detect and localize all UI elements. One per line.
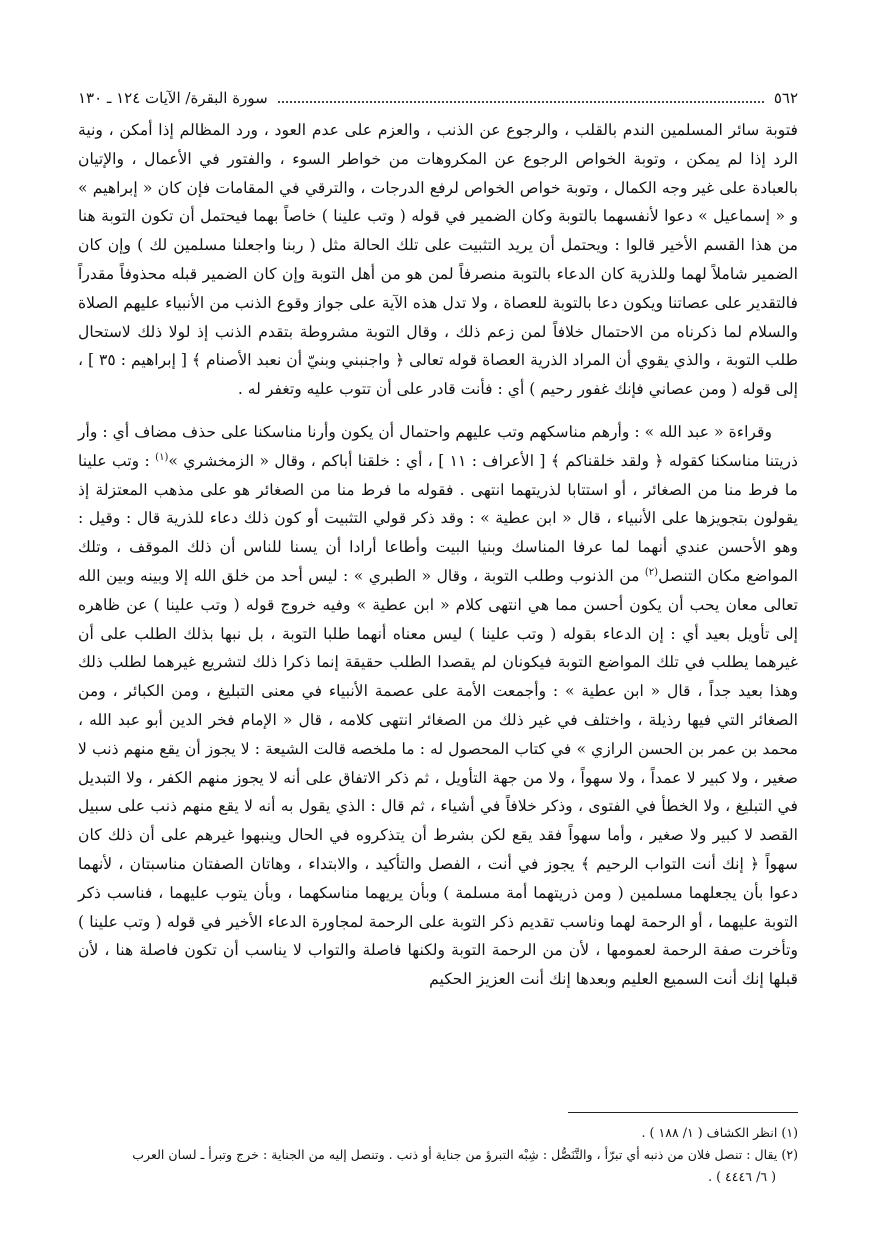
paragraph-repentance: فتوبة سائر المسلمين الندم بالقلب ، والرجوع عن الذنب ، والعزم على عدم العود ، ورد المظالم إذا أمكن ، ونية الرد إذا لم يمكن ، وتوبة الخواص الرجوع عن المكروهات من خواطر السوء ، والفتور في الأعمال ، والإتيان بالعبادة على غير وجه الكمال ، وتوبة خواص الخواص لرفع الدرجات ، والترقي في المقامات فإن كان « إبراهيم » و « إسماعيل » دعوا لأنفسهما بالتوبة وكان الضمير في قوله ( وتب علينا ) خاصاً بهما فيحتمل أن تكون التوبة هنا من هذا القسم الأخير قالوا : ويحتمل أن يريد التثبيت على تلك الحالة مثل ( ربنا واجعلنا مسلمين لك ) وإن كان الضمير شاملاً لهما وللذرية كان الدعاء بالتوبة منصرفاً لمن هو من أهل التوبة وإن كان الضمير قبله محذوفاً مقدراً فالتقدير على عصاتنا ويكون دعا بالتوبة للعصاة ، ولا تدل هذه الآية على جواز وقوع الذنب من الأنبياء عليهم الصلاة والسلام لما ذكرناه من الاحتمال خلافاً لمن زعم ذلك ، وقال التوبة مشروطة بتقدم الذنب إذ لولا ذلك لاستحال طلب التوبة ، والذي يقوي أن المراد الذرية العصاة قوله تعالى ﴿ واجنبني وبنيّ أن نعبد الأصنام ﴾ [ إبراهيم : ٣٥ ] ، إلى قوله ( ومن عصاني فإنك غفور رحيم ) أي : فأنت قادر على أن تتوب عليه وتغفر له .: [78, 121, 799, 399]
footnote-ref-1: (١): [155, 451, 169, 463]
book-page: [78, 84, 798, 1197]
surah-title: سورة البقرة/ الآيات ١٢٤ ـ ١٣٠: [78, 89, 268, 107]
footnote-ref-2: (٢): [644, 566, 659, 578]
header-dotted-leader: [278, 91, 764, 103]
footnote-1: (١) انظر الكشاف ( ١/ ١٨٨ ) .: [641, 1125, 798, 1140]
footnote-2-continuation: ( ٦/ ٤٤٤٦ ) .: [708, 1169, 776, 1184]
footnote-separator: [568, 1112, 798, 1113]
paragraph-abdullah-reading: وقراءة « عبد الله » : وأرهم مناسكهم وتب عليهم واحتمال أن يكون وأرنا مناسكنا على حذف مضاف أي : وأر ذريتنا مناسكنا كقوله ﴿ ولقد خلقناكم ﴾ [ الأعراف : ١١ ] ، أي : خلقنا أباكم ، وقال « الزمخشري »$^{(١)}$ : وتب علينا ما فرط منا من الصغائر ، أو استتابا لذريتهما انتهى . فقوله ما فرط منا من الصغائر هو على مذهب المعتزلة إذ يقولون بتجويزها على الأنبياء ، قال « ابن عطية » : وقد ذكر قولي التثبيت أو كون ذلك دعاء للذرية قال : وقيل : وهو الأحسن عندي أنهما لما عرفا المناسك وبنيا البيت وأطاعا أرادا أن يسنا للناس أن ذلك الموقف ، وتلك المواضع مكان التنصل$^{(٢)}$ من الذنوب وطلب التوبة ، وقال « الطبري » : ليس أحد من خلق الله إلا وبينه وبين الله تعالى معان يحب أن يكون أحسن مما هي انتهى كلام « ابن عطية » وفيه خروج قوله ( وتب علينا ) عن ظاهره إلى تأويل بعيد أي : إن الدعاء بقوله ( وتب علينا ) ليس معناه أنهما طلبا التوبة ، بل نبها بذلك الطلب على أن غيرهما يطلب في تلك المواضع التوبة فيكونان لم يقصدا الطلب حقيقة إنما ذكرا ذلك لتشريع غيرهما لطلب ذلك وهذا بعيد جداً ، قال « ابن عطية » : وأجمعت الأمة على عصمة الأنبياء في معنى التبليغ ، ومن الكبائر ، ومن الصغائر التي فيها رذيلة ، واختلف في غير ذلك من الصغائر انتهى كلامه ، قال « الإمام فخر الدين أبو عبد الله ، محمد بن عمر بن الحسن الرازي » في كتاب المحصول له : ما ملخصه قالت الشيعة : لا يجوز أن يقع منهم ذنب لا صغير ، ولا كبير لا عمداً ، ولا سهواً ، ولا من جهة التأويل ، ثم ذكر الاتفاق على أنه لا يجوز منهم الكفر ، ولا التبديل في التبليغ ، ولا الخطأ في الفتوى ، وذكر خلافاً في أشياء ، ثم قال : الذي يقول به أنه لا يقع منهم ذنب على سبيل القصد لا كبير ولا صغير ، وأما سهواً فقد يقع لكن بشرط أن يتذكروه في الحال وينبهوا غيرهم على أن ذلك كان سهواً ﴿ إنك أنت التواب الرحيم ﴾ يجوز في أنت ، الفصل والتأكيد ، والابتداء ، وهاتان الصفتان مناسبتان ، لأنهما دعوا بأن يجعلهما مسلمين ( ومن ذريتهما أمة مسلمة ) وبأن يريهما مناسكهما ، وبأن يتوب عليهما ، فناسب ذكر التوبة عليهما ، أو الرحمة لهما وناسب تقديم ذكر التوبة على الرحمة لمجاورة الدعاء الأخير في قوله ( وتب علينا ) وتأخرت صفة الرحمة لعمومها ، لأن من الرحمة التوبة ولكنها فاصلة والتواب لا يناسب أن تكون فاصلة هنا ، لأن قبلها إنك أنت السميع العليم وبعدها إنك أنت العزيز الحكيم: [78, 422, 799, 989]
running-header: [78, 84, 798, 112]
main-text: [78, 116, 798, 994]
page-number: ٥٦٢: [773, 89, 798, 107]
footnote-2: (٢) يقال : تنصل فلان من ذنبه أي تبرّأ ، والتَّنَصُّل : شِبْه التبرؤ من جناية أو ذنب . وتنصل إليه من الجناية : خرج وتبرأ ـ لسان العرب: [132, 1147, 798, 1162]
footnotes: [78, 1122, 798, 1188]
